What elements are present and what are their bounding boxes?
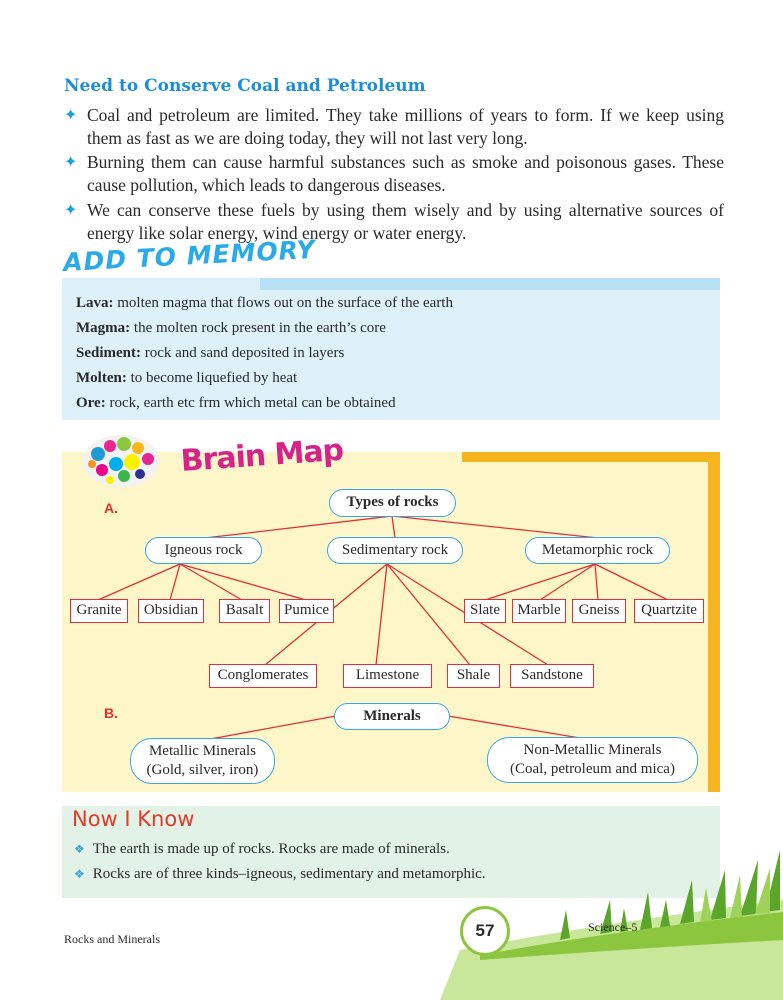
bullet-text: We can conserve these fuels by using them wisely and by using alternative sources of energy like solar energy, wind energy or water energy. [87, 200, 724, 243]
now-i-know-item [74, 841, 450, 858]
minerals-node: Minerals [334, 703, 450, 730]
non-metallic-minerals-title: Non-Metallic Minerals [523, 742, 662, 758]
definition-term: Sediment: [76, 345, 141, 361]
definition-term: Magma: [76, 320, 131, 336]
definition-text: to become liquefied by heat [126, 370, 298, 386]
definition-text: molten magma that flows out on the surface of the earth [113, 295, 453, 311]
obsidian-box: Obsidian [138, 599, 204, 623]
marble-box: Marble [512, 599, 566, 623]
slate-box: Slate [464, 599, 506, 623]
chapter-name: Rocks and Minerals [64, 932, 160, 946]
diamond-bullet-icon: ❖ [74, 842, 85, 856]
quartzite-box: Quartzite [634, 599, 704, 623]
granite-box: Granite [70, 599, 128, 623]
now-i-know-text: Rocks are of three kinds–igneous, sedimentary and metamorphic. [92, 866, 486, 882]
now-i-know-title: Now I Know [72, 807, 195, 831]
section-label-b: B. [104, 705, 118, 721]
now-i-know-item [74, 866, 486, 883]
shale-box: Shale [447, 664, 500, 688]
page-number-badge: 57 [460, 906, 510, 956]
definition-term: Lava: [76, 295, 114, 311]
sandstone-box: Sandstone [510, 664, 594, 688]
book-name: Science–5 [588, 920, 638, 934]
add-to-memory-title: ADD TO MEMORY [62, 234, 317, 277]
metallic-minerals-title: Metallic Minerals [148, 743, 257, 759]
bullet-text: Coal and petroleum are limited. They take millions of years to form. If we keep using them as fast as we are doing today, they will not last very long. [87, 105, 724, 148]
non-metallic-minerals-examples: (Coal, petroleum and mica) [510, 761, 675, 777]
bullet-star-icon: ✦ [64, 202, 78, 219]
metamorphic-rock-node: Metamorphic rock [525, 537, 670, 564]
bullet-star-icon: ✦ [64, 107, 78, 124]
section-heading: Need to Conserve Coal and Petroleum [64, 76, 426, 96]
gneiss-box: Gneiss [572, 599, 626, 623]
non-metallic-minerals-node [487, 737, 698, 783]
definition-text: rock, earth etc frm which metal can be obtained [105, 395, 396, 411]
bullet-text: Burning them can cause harmful substances such as smoke and poisonous gases. These cause pollution, which leads to dangerous diseases. [87, 152, 724, 195]
metallic-minerals-node [130, 738, 275, 784]
sedimentary-rock-node: Sedimentary rock [327, 537, 463, 564]
definition-text: the molten rock present in the earth’s core [130, 320, 386, 336]
conglomerates-box: Conglomerates [209, 664, 317, 688]
definition-text: rock and sand deposited in layers [141, 345, 345, 361]
brain-map-title: Brain Map [179, 432, 345, 479]
metallic-minerals-examples: (Gold, silver, iron) [146, 762, 259, 778]
section-label-a: A. [104, 500, 118, 516]
now-i-know-text: The earth is made up of rocks. Rocks are made of minerals. [92, 841, 450, 857]
bullet-star-icon: ✦ [64, 154, 78, 171]
igneous-rock-node: Igneous rock [145, 537, 262, 564]
definition-term: Ore: [76, 395, 106, 411]
diamond-bullet-icon: ❖ [74, 867, 85, 881]
types-of-rocks-node: Types of rocks [329, 489, 456, 517]
definition-term: Molten: [76, 370, 127, 386]
basalt-box: Basalt [219, 599, 270, 623]
pumice-box: Pumice [279, 599, 334, 623]
limestone-box: Limestone [343, 664, 432, 688]
